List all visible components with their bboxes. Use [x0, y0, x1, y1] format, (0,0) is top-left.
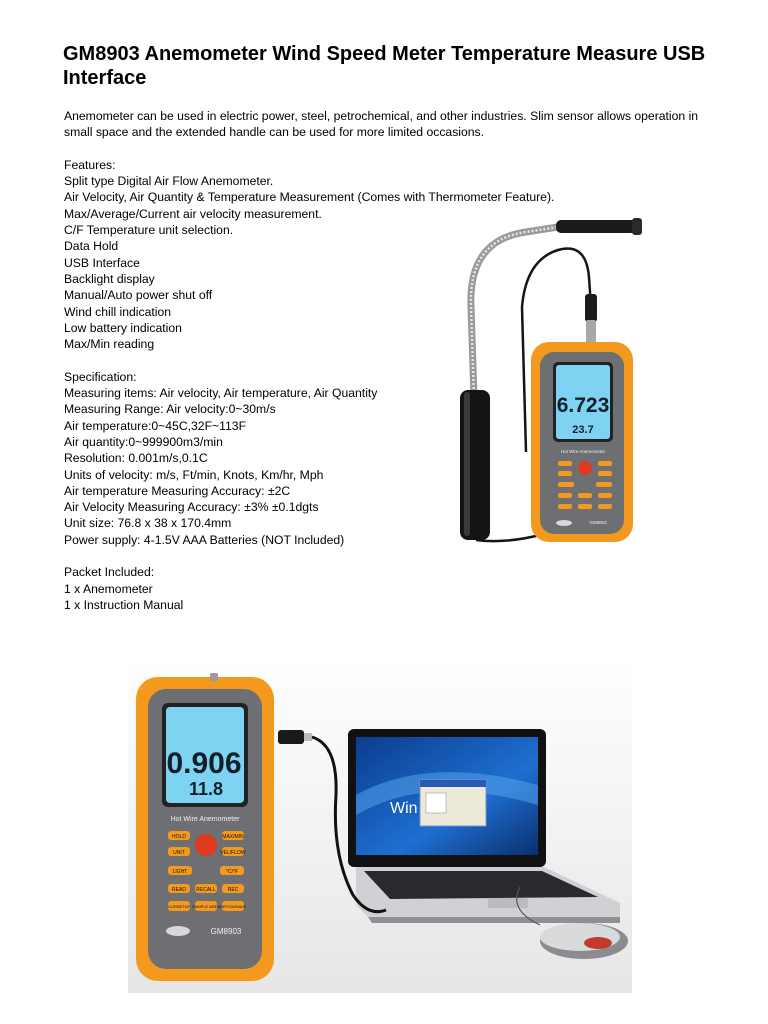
feature-item: Max/Average/Current air velocity measurement. — [64, 206, 322, 221]
spec-item: Measuring items: Air velocity, Air temperature, Air Quantity — [64, 386, 378, 401]
feature-item: Air Velocity, Air Quantity & Temperature Measurement (Comes with Thermometer Feature). — [64, 190, 555, 205]
spec-item: Resolution: 0.001m/s,0.1C — [64, 451, 208, 466]
spec-item: Power supply: 4-1.5V AAA Batteries (NOT Included) — [64, 532, 345, 547]
feature-item: Split type Digital Air Flow Anemometer. — [64, 174, 274, 189]
spec-item: Air temperature:0~45C,32F~113F — [64, 418, 247, 433]
spec-item: Air temperature Measuring Accuracy: ±2C — [64, 483, 291, 498]
anemometer-probe-photo — [446, 212, 646, 552]
device1-power-button — [578, 461, 592, 475]
spec-item: Air Velocity Measuring Accuracy: ±3% ±0.1dgts — [64, 500, 319, 515]
features-heading: Features: — [64, 157, 116, 172]
device1-band-label: Hot Wire Anemometer — [560, 449, 606, 454]
spec-item: Units of velocity: m/s, Ft/min, Knots, Km/hr, Mph — [64, 467, 324, 482]
device2-band-label: Hot Wire Anemometer — [170, 816, 240, 823]
package-item: 1 x Anemometer — [64, 581, 153, 596]
device2-button-label: OFF/ON/SAVE — [219, 904, 247, 909]
device2-button-label: SAMPLE AREA — [191, 904, 221, 909]
anemometer-laptop-photo — [128, 655, 632, 993]
spec-item: Measuring Range: Air velocity:0~30m/s — [64, 402, 276, 417]
device1-model-label: GM8903 — [589, 520, 607, 525]
feature-item: Low battery indication — [64, 320, 182, 335]
intro-paragraph: Anemometer can be used in electric power, steel, petrochemical, and other industries. Slim sensor allows operation in small space and the extended handle can be used for more limited occasions. — [64, 109, 699, 140]
device2-main-reading: 0.906 — [166, 747, 242, 780]
package-item: 1 x Instruction Manual — [64, 597, 184, 612]
device2-button-label: VEL/FLOW — [220, 850, 246, 856]
device1-main-reading: 6.723 — [556, 394, 610, 417]
device2-button-label: CLR/SETUP — [167, 904, 191, 909]
page-title: GM8903 Anemometer Wind Speed Meter Temperature Measure USB Interface — [63, 43, 706, 89]
feature-item: Data Hold — [64, 239, 119, 254]
feature-item: Manual/Auto power shut off — [64, 288, 213, 303]
package-heading: Packet Included: — [64, 565, 155, 580]
spec-item: Air quantity:0~999900m3/min — [64, 434, 223, 449]
specification-heading: Specification: — [64, 369, 137, 384]
device2-button-label: READ — [172, 887, 186, 893]
device2-button-label: UNIT — [173, 850, 185, 856]
spec-item: Unit size: 76.8 x 38 x 170.4mm — [64, 516, 232, 531]
feature-item: Max/Min reading — [64, 337, 155, 352]
device1-sub-reading: 23.7 — [572, 424, 594, 436]
device2-button-label: MAX/MIN — [222, 834, 244, 840]
feature-item: USB Interface — [64, 255, 140, 270]
device2-sub-reading: 11.8 — [188, 779, 224, 799]
device2-button-label: REC — [227, 887, 239, 893]
feature-item: C/F Temperature unit selection. — [64, 223, 234, 238]
device2-button-label: °C/°F — [225, 869, 239, 875]
feature-item: Wind chill indication — [64, 304, 172, 319]
device2-button-label: HOLD — [172, 834, 186, 840]
device2-model-label: GM8903 — [210, 927, 242, 936]
device2-button-label: RECALL — [196, 887, 216, 893]
feature-item: Backlight display — [64, 271, 155, 286]
device2-power-button — [195, 834, 217, 856]
device2-button-label: LIGHT — [172, 869, 188, 875]
laptop-screen-text: Win — [390, 800, 418, 817]
